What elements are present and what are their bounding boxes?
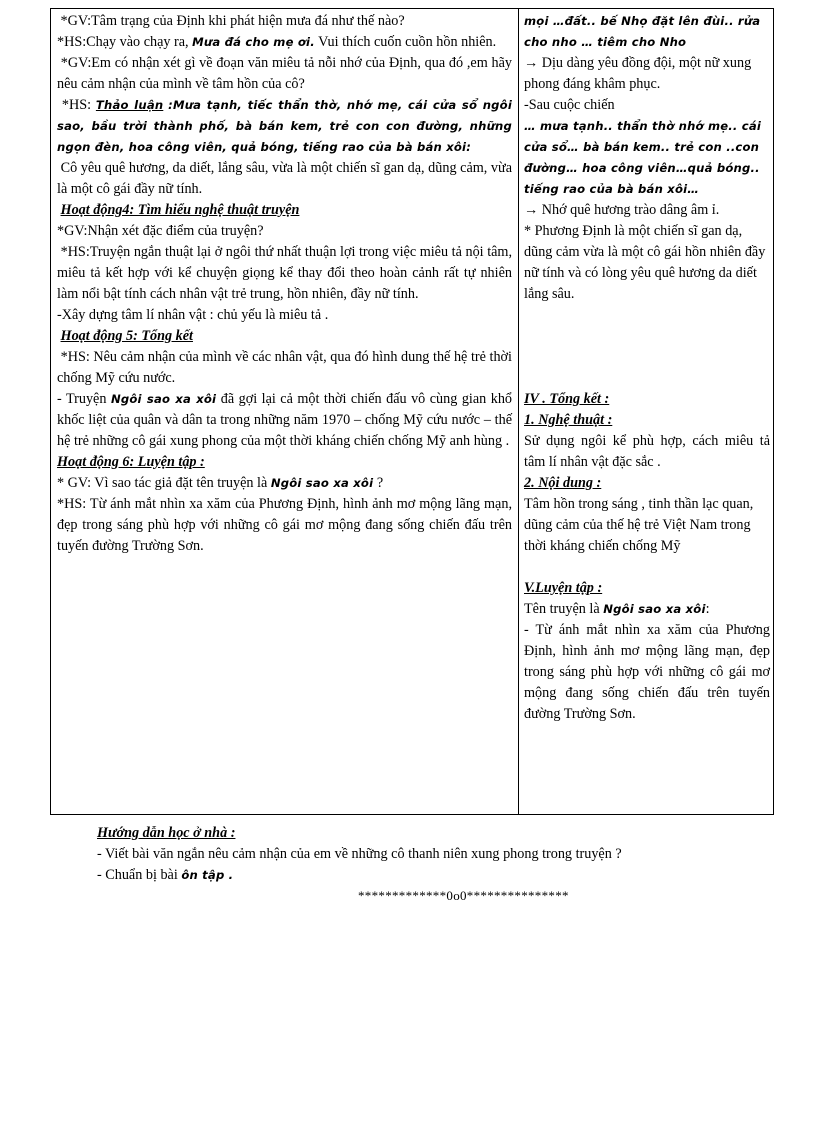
homework-section — [97, 823, 777, 886]
answer-summary: *HS: Nêu cảm nhận của mình về các nhân vật, qua đó hình dung thế hệ trẻ thời chống Mỹ cứu nước. — [57, 349, 512, 386]
left-column — [57, 11, 512, 557]
art-text: Sử dụng ngôi kể phù hợp, cách miêu tả tâm lí nhân vật đặc sắc . — [524, 433, 770, 470]
heading-summary: IV . Tổng kết : — [524, 391, 610, 407]
content-text: Tâm hồn trong sáng , tinh thần lạc quan, dũng cảm của thế hệ trẻ Việt Nam trong thời kháng chiến chống Mỹ — [524, 496, 754, 554]
practice-title: Tên truyện là Ngôi sao xa xôi: — [524, 601, 710, 617]
handwritten-care: mọi …đất.. bế Nhọ đặt lên đùi.. rửa cho nho … tiêm cho Nho — [524, 14, 761, 49]
lesson-table — [50, 8, 774, 815]
question-soul: *GV:Em có nhận xét gì về đoạn văn miêu tả nỗi nhớ của Định, qua đó ,em hãy nêu cảm nhận của mình về tâm hồn của cô? — [57, 55, 512, 92]
handwritten-memories: … mưa tạnh.. thẩn thờ nhớ mẹ.. cái cửa sổ… bà bán kem.. trẻ con ..con đường… hoa công viên…quả bóng.. tiếng rao của bà bán xôi… — [524, 119, 762, 196]
spacer — [524, 305, 770, 389]
homesick: → Nhớ quê hương trào dâng âm ỉ. — [524, 202, 720, 218]
conclusion-soul: Cô yêu quê hương, da diết, lắng sâu, vừa là một chiến sĩ gan dạ, dũng cảm, vừa là một cô gái đầy nữ tính. — [57, 160, 513, 197]
heading-practice: V.Luyện tập : — [524, 580, 603, 596]
gentle-comrade: → Dịu dàng yêu đồng đội, một nữ xung phong đáng khâm phục. — [524, 55, 752, 92]
spacer — [524, 557, 770, 578]
heading-activity-5: Hoạt động 5: Tổng kết — [60, 328, 193, 344]
question-title: * GV: Vì sao tác giả đặt tên truyện là Ngôi sao xa xôi ? — [57, 475, 384, 491]
column-divider — [518, 9, 519, 814]
answer-features: *HS:Truyện ngắn thuật lại ở ngôi thứ nhất thuận lợi trong việc miêu tả nội tâm, miêu tả kết hợp với kể chuyện giọng kể thay đổi theo hoàn cảnh rất tự nhiên làm nổi bật tính cách nhân vật trẻ trung, hồn nhiên, đầy nữ tính. — [57, 244, 513, 302]
heading-art: 1. Nghệ thuật : — [524, 412, 613, 428]
answer-discussion: *HS: Thảo luận :Mưa tạnh, tiếc thẩn thờ, nhớ mẹ, cái cửa sổ ngôi sao, bầu trời thành phố, bà bán kem, trẻ con con đường, những ngọn đèn, hoa công viên, quả bóng, tiếng rao của bà bán xôi: — [57, 97, 513, 154]
character-psychology: -Xây dựng tâm lí nhân vật : chủ yếu là miêu tả . — [57, 307, 329, 323]
question-features: *GV:Nhận xét đặc điểm của truyện? — [57, 223, 264, 239]
homework-title: Hướng dẫn học ở nhà : — [97, 825, 236, 841]
story-summary: - Truyện Ngôi sao xa xôi đã gợi lại cả một thời chiến đấu vô cùng gian khổ khốc liệt của quân và dân ta trong những năm 1970 – chống Mỹ cứu nước – thế hệ trẻ những cô gái xung phong của một thời kháng chiến chống Mỹ anh hùng . — [57, 391, 513, 449]
after-battle: -Sau cuộc chiến — [524, 97, 615, 113]
question-mood: *GV:Tâm trạng của Định khi phát hiện mưa đá như thế nào? — [60, 13, 405, 29]
heading-activity-6: Hoạt động 6: Luyện tập : — [57, 454, 205, 470]
character-summary: * Phương Định là một chiến sĩ gan dạ, dũng cảm vừa là một cô gái hồn nhiên đầy nữ tính và có lòng yêu quê hương da diết lắng sâu. — [524, 223, 766, 302]
heading-activity-4: Hoạt động4: Tìm hiểu nghệ thuật truyện — [60, 202, 300, 218]
homework-line-2: - Chuẩn bị bài ôn tập . — [97, 867, 234, 883]
end-separator: *************0o0*************** — [358, 888, 569, 903]
heading-content: 2. Nội dung : — [524, 475, 602, 491]
right-column — [524, 11, 770, 725]
answer-mood: *HS:Chạy vào chạy ra, Mưa đá cho mẹ ơi. Vui thích cuốn cuồn hồn nhiên. — [57, 34, 497, 50]
answer-title: *HS: Từ ánh mắt nhìn xa xăm của Phương Định, hình ảnh mơ mộng lãng mạn, đẹp trong sáng phù hợp với những cô gái mơ mộng đang sống chiến đấu trên tuyến đường Trường Sơn. — [57, 496, 512, 554]
practice-text: - Từ ánh mắt nhìn xa xăm của Phương Định, hình ảnh mơ mộng lãng mạn, đẹp trong sáng phù hợp với những cô gái mơ mộng đang sống chiến đấu trên tuyến đường Trường Sơn. — [524, 622, 770, 722]
homework-line-1: - Viết bài văn ngắn nêu cảm nhận của em về những cô thanh niên xung phong trong truyện ? — [97, 846, 622, 862]
